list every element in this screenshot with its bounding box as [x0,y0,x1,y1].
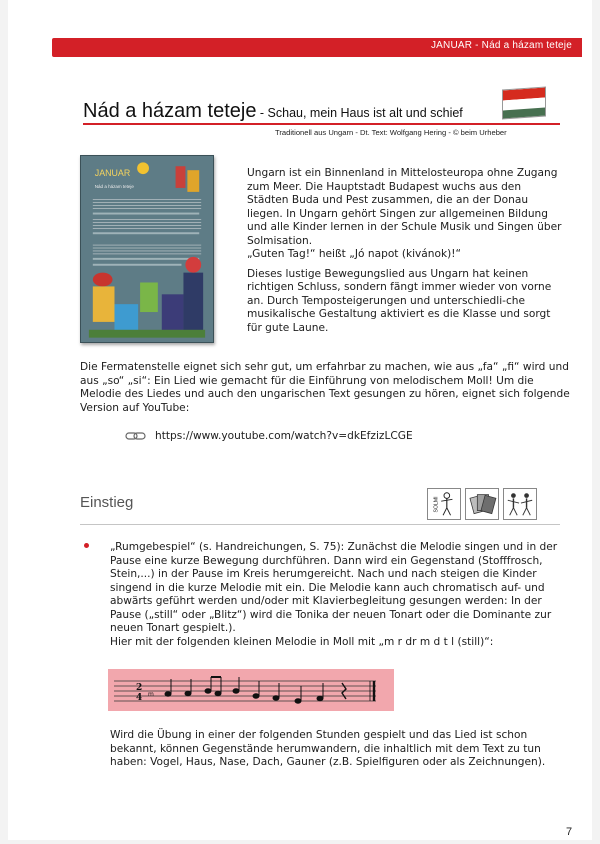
song-sheet-drawing [81,156,213,342]
intro-paragraph-1: Ungarn ist ein Binnenland in Mittelosteuropa ohne Zugang zum Meer. Die Hauptstadt Budapest wuchs aus den Städten Buda und Pest zusammen, die an der Donau liegen. In Ungarn gehört Singen zur allgemeinen Bildung und alle Kinder lernen in der Schule Musik und Singen über Solmisation. [247,167,562,247]
song-sheet-illustration [80,155,214,343]
svg-text:2: 2 [136,683,143,693]
svg-text:m: m [148,691,154,698]
hungary-flag-icon [502,86,546,119]
melody-notation [108,669,394,711]
bullet-icon [84,543,89,548]
song-title [83,100,503,123]
fermate-paragraph: Die Fermatenstelle eignet sich sehr gut, um erfahrbar zu machen, wie aus „fa“ „fi“ wird und aus „so“ „si“: Ein Lied wie gemacht für die Einführung von melodischem Moll! Um die Melodie des Liedes und auch den ungarischen Text gesungen zu hören, eignet sich folgende Version auf YouTube: [80,361,570,414]
month-header-band [52,38,582,57]
intro-text [247,167,565,341]
intro-paragraph-2: Dieses lustige Bewegungslied aus Ungarn hat keinen richtigen Schluss, sondern fängt immer wieder von vorne an. Durch Temposteigerungen und unterschiedli-che musikalische Gestaltung aktiviert es die Klasse und sorgt für gute Laune. [247,267,552,334]
link-icon [125,431,147,441]
song-title-main: Nád a házam teteje [83,100,257,122]
thumbnail-label: JANUAR [94,168,131,179]
youtube-url[interactable]: https://www.youtube.com/watch?v=dkEfzizLCGE [155,430,413,442]
melody-instruction: Hier mit der folgenden kleinen Melodie in Moll mit „m r dr m d t l (still)“: [110,635,494,648]
page [8,0,592,840]
song-credits: Traditionell aus Ungarn - Dt. Text: Wolfgang Hering - © beim Urheber [275,128,507,137]
activity-icons [427,488,537,520]
youtube-link[interactable] [125,430,413,442]
solmi-label: SOLMI [433,496,440,513]
svg-text:4: 4 [136,693,143,703]
cards-icon [465,488,499,520]
section-heading-einstieg: Einstieg [80,494,134,511]
melody-staff [108,669,394,711]
einstieg-description: „Rumgebespiel“ (s. Handreichungen, S. 75): Zunächst die Melodie singen und in der Pause eine kurze Bewegung durchführen. Dann wird ein Gegenstand (Stofffrosch, Stein,...) in der Pause im Kreis herumgereicht. Nach und nach steigen die Kinder singend in die kurze Melodie mit ein. Die Melodie kann auch chromatisch auf- und abwärts geführt werden und/oder mit Klavierbegleitung gesungen werden: In der Pause („still“ oder „Blitz“) wird die Tonika der neuen Tonart oder die Dominante zur neuen Tonart gespielt.). [110,541,558,634]
song-title-subtitle: - Schau, mein Haus ist alt und schief [256,106,463,120]
page-number: 7 [566,826,573,838]
solmi-icon [427,488,461,520]
follow-up-paragraph: Wird die Übung in einer der folgenden Stunden gespielt und das Lied ist schon bekannt, können Gegenstände herumwandern, die inhaltlich mit dem Text zu tun haben: Vogel, Haus, Nase, Dach, Gauner (z.B. Spielfiguren oder als Zeichnungen). [110,729,546,768]
group-movement-icon [503,488,537,520]
title-underline [83,123,560,125]
thumbnail-subtitle: Nád a házam teteje [94,183,134,189]
month-header-text: JANUAR - Nád a házam teteje [430,40,572,51]
intro-greeting: „Guten Tag!“ heißt „Jó napot (kivánok)!“ [247,248,461,260]
einstieg-paragraph [110,541,560,649]
section-divider [80,524,560,525]
